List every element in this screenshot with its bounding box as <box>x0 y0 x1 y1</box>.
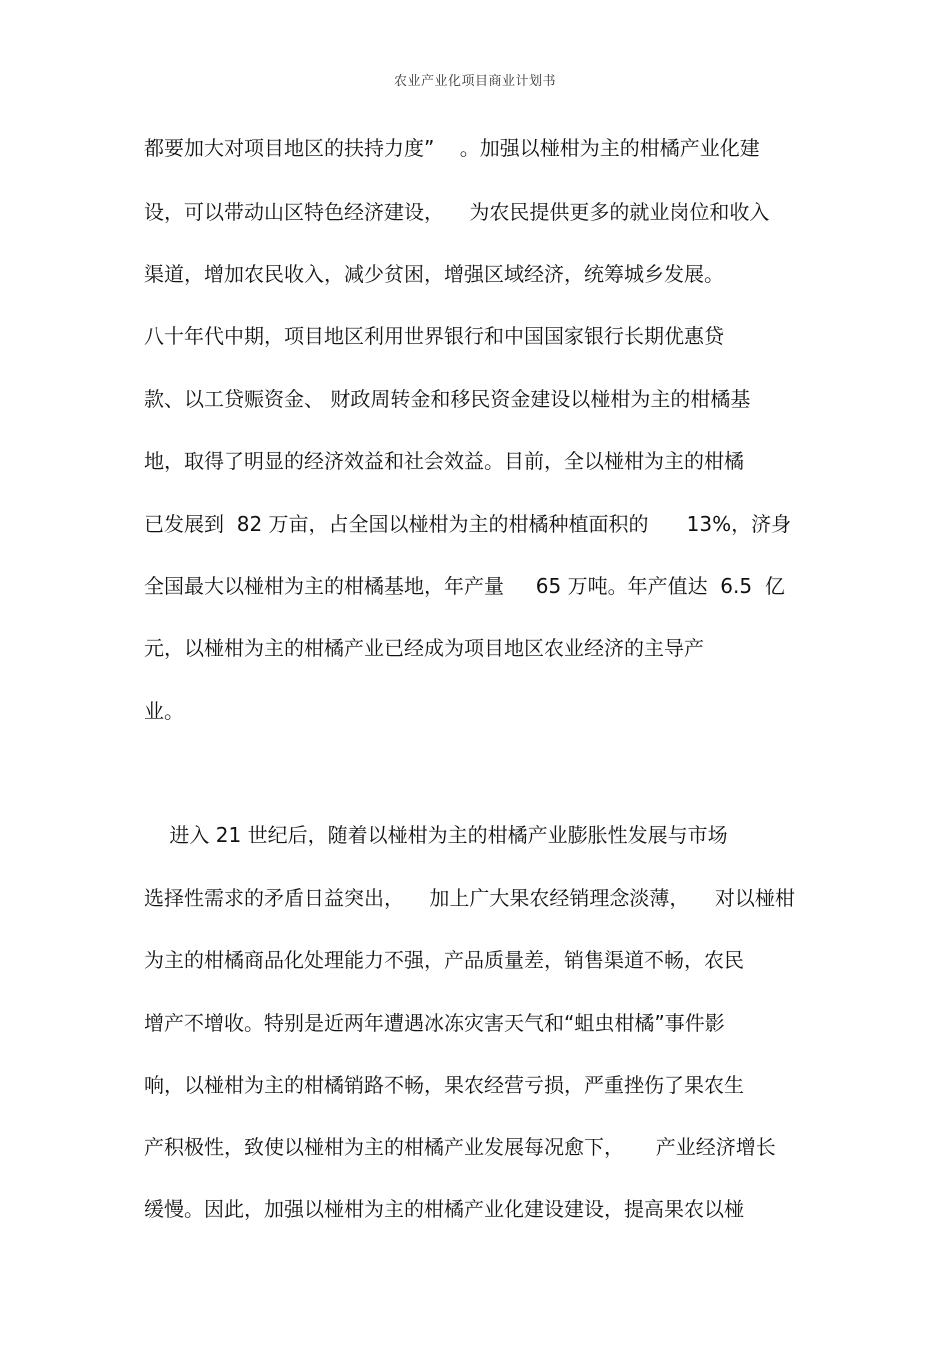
paragraph-3-line-6: 产积极性，致使以椪柑为主的柑橘产业发展每况愈下， 产业经济增长 <box>144 1135 776 1159</box>
paragraph-2-line-4: 已发展到 82 万亩，占全国以椪柑为主的柑橘种植面积的 13%，济身 <box>144 512 792 536</box>
paragraph-2-line-2: 款、以工贷赈资金、 财政周转金和移民资金建设以椪柑为主的柑橘基 <box>144 387 751 411</box>
paragraph-1-line-3: 渠道，增加农民收入，减少贫困，增强区域经济，统筹城乡发展。 <box>144 262 724 286</box>
paragraph-3-line-7: 缓慢。因此，加强以椪柑为主的柑橘产业化建设建设，提高果农以椪 <box>144 1197 744 1221</box>
paragraph-1-line-2: 设，可以带动山区特色经济建设， 为农民提供更多的就业岗位和收入 <box>144 200 770 224</box>
paragraph-3-line-2: 选择性需求的矛盾日益突出， 加上广大果农经销理念淡薄， 对以椪柑 <box>144 886 795 910</box>
paragraph-2-line-6: 元，以椪柑为主的柑橘产业已经成为项目地区农业经济的主导产 <box>144 636 704 660</box>
paragraph-2-line-3: 地，取得了明显的经济效益和社会效益。目前，全以椪柑为主的柑橘 <box>144 449 744 473</box>
paragraph-3-line-5: 响，以椪柑为主的柑橘销路不畅，果农经营亏损，严重挫伤了果农生 <box>144 1073 744 1097</box>
page-header: 农业产业化项目商业计划书 <box>393 74 556 89</box>
paragraph-2-line-7: 业。 <box>144 699 184 723</box>
paragraph-3-line-3: 为主的柑橘商品化处理能力不强，产品质量差，销售渠道不畅，农民 <box>144 948 744 972</box>
paragraph-3-line-4: 增产不增收。特别是近两年遭遇冰冻灾害天气和“蛆虫柑橘”事件影 <box>144 1011 725 1035</box>
paragraph-2-line-5: 全国最大以椪柑为主的柑橘基地，年产量 65 万吨。年产值达 6.5 亿 <box>144 574 785 598</box>
paragraph-2-line-1: 八十年代中期，项目地区利用世界银行和中国国家银行长期优惠贷 <box>144 324 724 348</box>
paragraph-3-line-1: 进入 21 世纪后，随着以椪柑为主的柑橘产业膨胀性发展与市场 <box>144 823 728 847</box>
paragraph-1-line-1: 都要加大对项目地区的扶持力度” 。加强以椪柑为主的柑橘产业化建 <box>144 136 760 160</box>
